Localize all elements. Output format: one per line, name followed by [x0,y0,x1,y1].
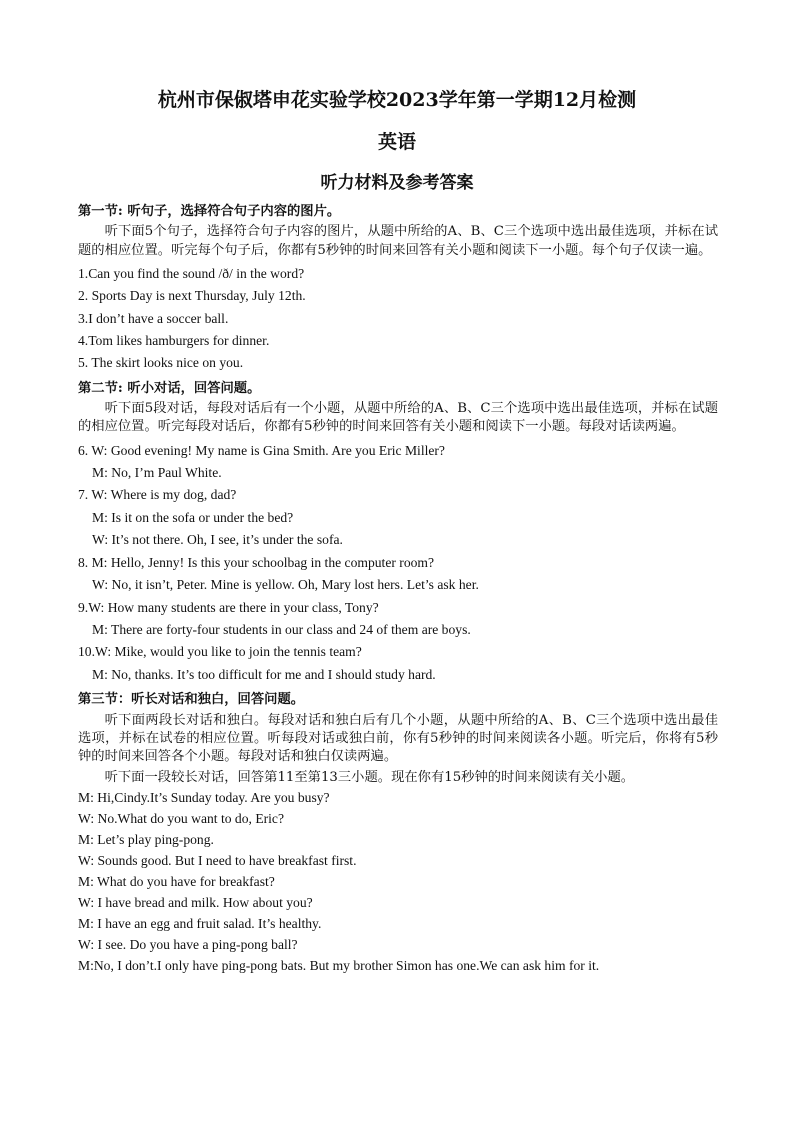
dialogue-line: 10.W: Mike, would you like to join the tennis team? [78,644,362,660]
dialogue-line: 7. W: Where is my dog, dad? [78,487,237,503]
sentence-item: 5. The skirt looks nice on you. [78,355,244,371]
document-title: 杭州市保俶塔申花实验学校2023学年第一学期12月检测 [157,89,637,111]
subject-title: 英语 [377,131,416,153]
sentence-item: 4.Tom likes hamburgers for dinner. [78,333,270,349]
section3-heading: 第三节：听长对话和独白，回答问题。 [78,692,305,708]
section1-heading: 第一节: 听句子，选择符合句子内容的图片。 [78,204,341,219]
dialogue-line: M: Is it on the sofa or under the bed? [92,509,294,525]
dialogue-line: W: Sounds good. But I need to have breakfast first. [78,853,357,869]
dialogue-line: M: There are forty-four students in our class and 24 of them are boys. [92,621,471,637]
document-subtitle: 听力材料及参考答案 [320,173,474,193]
sentence-item: 2. Sports Day is next Thursday, July 12th. [78,288,306,304]
dialogue-line: M: What do you have for breakfast? [78,874,275,890]
dialogue-line: M: Let’s play ping-pong. [78,832,214,848]
dialogue-line: 6. W: Good evening! My name is Gina Smith. Are you Eric Miller? [78,442,445,458]
dialogue-line: W: No.What do you want to do, Eric? [78,811,284,827]
section2-instructions: 听下面5段对话，每段对话后有一个小题，从题中所给的A、B、C三个选项中选出最佳选项，并标在试题的相应位置。听完每段对话后，你都有5秒钟的时间来回答有关小题和阅读下一小题。每段对话读两遍。 [78,401,718,435]
dialogue-line: W: I see. Do you have a ping-pong ball? [78,937,298,953]
dialogue-line: 8. M: Hello, Jenny! Is this your schoolbag in the computer room? [78,554,435,570]
dialogue-line: M:No, I don’t.I only have ping-pong bats. But my brother Simon has one.We can ask him for it. [78,958,600,974]
dialogue-line: W: No, it isn’t, Peter. Mine is yellow. Oh, Mary lost hers. Let’s ask her. [92,577,479,593]
sentence-item: 3.I don’t have a soccer ball. [78,310,229,326]
sentence-item: 1.Can you find the sound /ð/ in the word? [78,265,305,281]
section1-instructions: 听下面5个句子，选择符合句子内容的图片，从题中所给的A、B、C三个选项中选出最佳选项，并标在试题的相应位置。听完每个句子后，你都有5秒钟的时间来回答有关小题和阅读下一小题。每个句子仅读一遍。 [78,224,718,258]
dialogue-line: M: Hi,Cindy.It’s Sunday today. Are you busy? [78,790,330,806]
section3-intro: 听下面一段较长对话，回答第11至第13三小题。现在你有15秒钟的时间来阅读有关小题。 [104,770,635,786]
dialogue-line: M: I have an egg and fruit salad. It’s healthy. [78,916,322,932]
document-body [78,201,718,976]
dialogue-line: W: It’s not there. Oh, I see, it’s under the sofa. [92,532,343,548]
section2-heading: 第二节: 听小对话，回答问题。 [78,380,261,396]
dialogue-line: M: No, thanks. It’s too difficult for me and I should study hard. [92,666,436,682]
dialogue-line: M: No, I’m Paul White. [92,465,222,481]
dialogue-line: W: I have bread and milk. How about you? [78,895,313,911]
section3-instructions: 听下面两段长对话和独白。每段对话和独白后有几个小题，从题中所给的A、B、C三个选项中选出最佳选项，并标在试卷的相应位置。听每段对话或独白前，你有5秒钟的时间来阅读各小题。听完后，你将有5秒钟的时间来回答各个小题。每段对话和独白仅读两遍。 [78,712,718,764]
dialogue-line: 9.W: How many students are there in your class, Tony? [78,599,379,615]
